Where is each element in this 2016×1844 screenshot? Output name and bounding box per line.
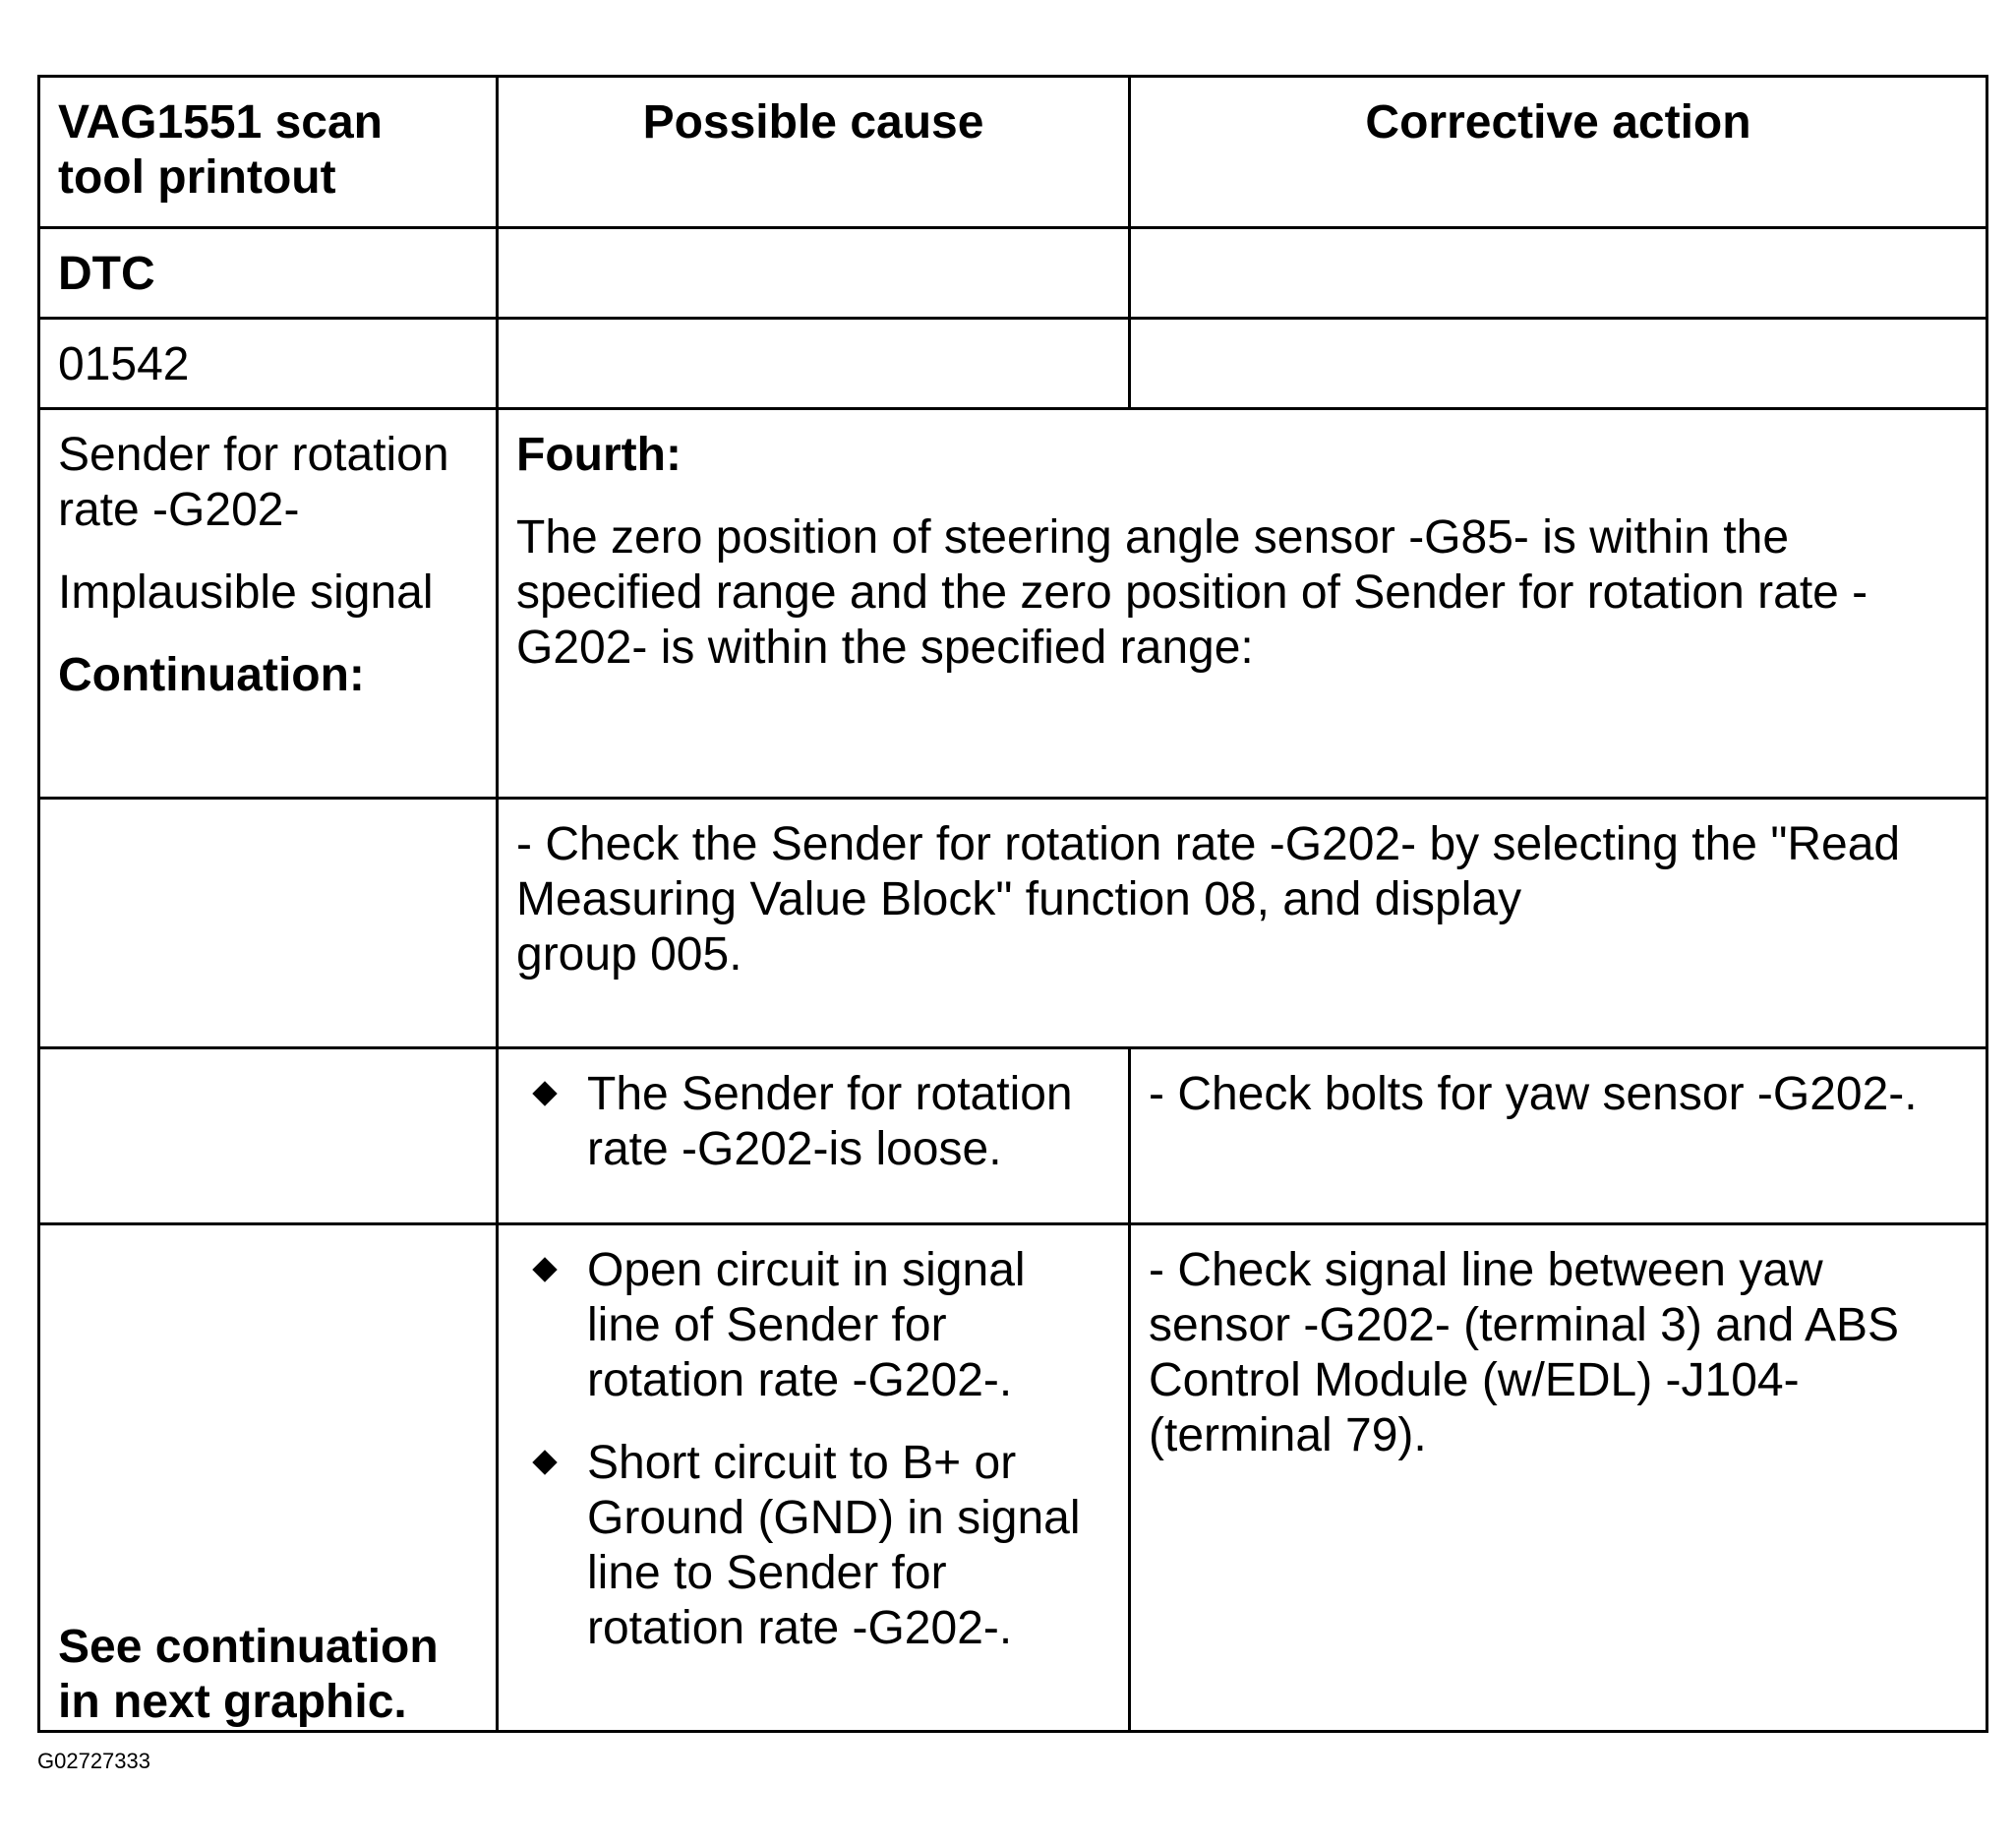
loose-cause: The Sender for rotation rate -G202-is loose. [587, 1068, 1073, 1175]
signal-action-cell [1130, 1224, 1987, 1732]
signal-action: - Check signal line between yaw sensor -G202- (terminal 3) and ABS Control Module (w/EDL) -J104- (terminal 79). [1149, 1244, 1900, 1461]
loose-action-cell [1130, 1048, 1987, 1224]
loose-cause-cell [498, 1048, 1130, 1224]
header-scan-tool: VAG1551 scan tool printout [39, 77, 498, 228]
empty-cell [1130, 319, 1987, 409]
fault-signal: Implausible signal [58, 566, 434, 619]
bullet-item [516, 1067, 1110, 1177]
diagnostic-table [37, 75, 1988, 1733]
dtc-code: 01542 [39, 319, 498, 409]
dtc-label: DTC [39, 228, 498, 319]
fourth-step-cell [498, 409, 1987, 799]
continuation-label: Continuation: [58, 649, 365, 701]
see-next-note: See continuation in next graphic. [58, 1621, 439, 1728]
bullet-item [516, 1436, 1110, 1656]
header-corrective-action: Corrective action [1130, 77, 1987, 228]
check-step-line1: - Check the Sender for rotation rate -G202- by selecting the "Read Measuring Value Block" function 08, and display [516, 818, 1901, 925]
bullet-item [516, 1243, 1110, 1408]
fourth-heading: Fourth: [516, 429, 682, 481]
empty-cell [498, 228, 1130, 319]
check-step-cell [498, 799, 1987, 1048]
diamond-bullet-icon [532, 1081, 557, 1105]
empty-cell [39, 1048, 498, 1224]
see-next-cell [39, 1224, 498, 1732]
header-row [39, 77, 1987, 228]
check-step-line2: group 005. [516, 928, 742, 981]
figure-id: G02727333 [37, 1749, 150, 1773]
empty-cell [1130, 228, 1987, 319]
loose-row [39, 1048, 1987, 1224]
fault-name: Sender for rotation rate -G202- [58, 429, 449, 536]
signal-row [39, 1224, 1987, 1732]
signal-cause-short: Short circuit to B+ or Ground (GND) in signal line to Sender for rotation rate -G202-. [587, 1437, 1081, 1654]
header-possible-cause: Possible cause [498, 77, 1130, 228]
signal-causes-cell [498, 1224, 1130, 1732]
diamond-bullet-icon [532, 1257, 557, 1281]
fourth-text: The zero position of steering angle sensor -G85- is within the specified range and the zero position of Sender for rotation rate -G202- is within the specified range: [516, 511, 1868, 674]
empty-cell [39, 799, 498, 1048]
dtc-label-row [39, 228, 1987, 319]
fault-row [39, 409, 1987, 799]
fault-description-cell [39, 409, 498, 799]
signal-cause-open: Open circuit in signal line of Sender for rotation rate -G202-. [587, 1244, 1026, 1406]
diamond-bullet-icon [532, 1450, 557, 1474]
dtc-code-row [39, 319, 1987, 409]
check-step-row [39, 799, 1987, 1048]
loose-action: - Check bolts for yaw sensor -G202-. [1149, 1068, 1918, 1120]
empty-cell [498, 319, 1130, 409]
